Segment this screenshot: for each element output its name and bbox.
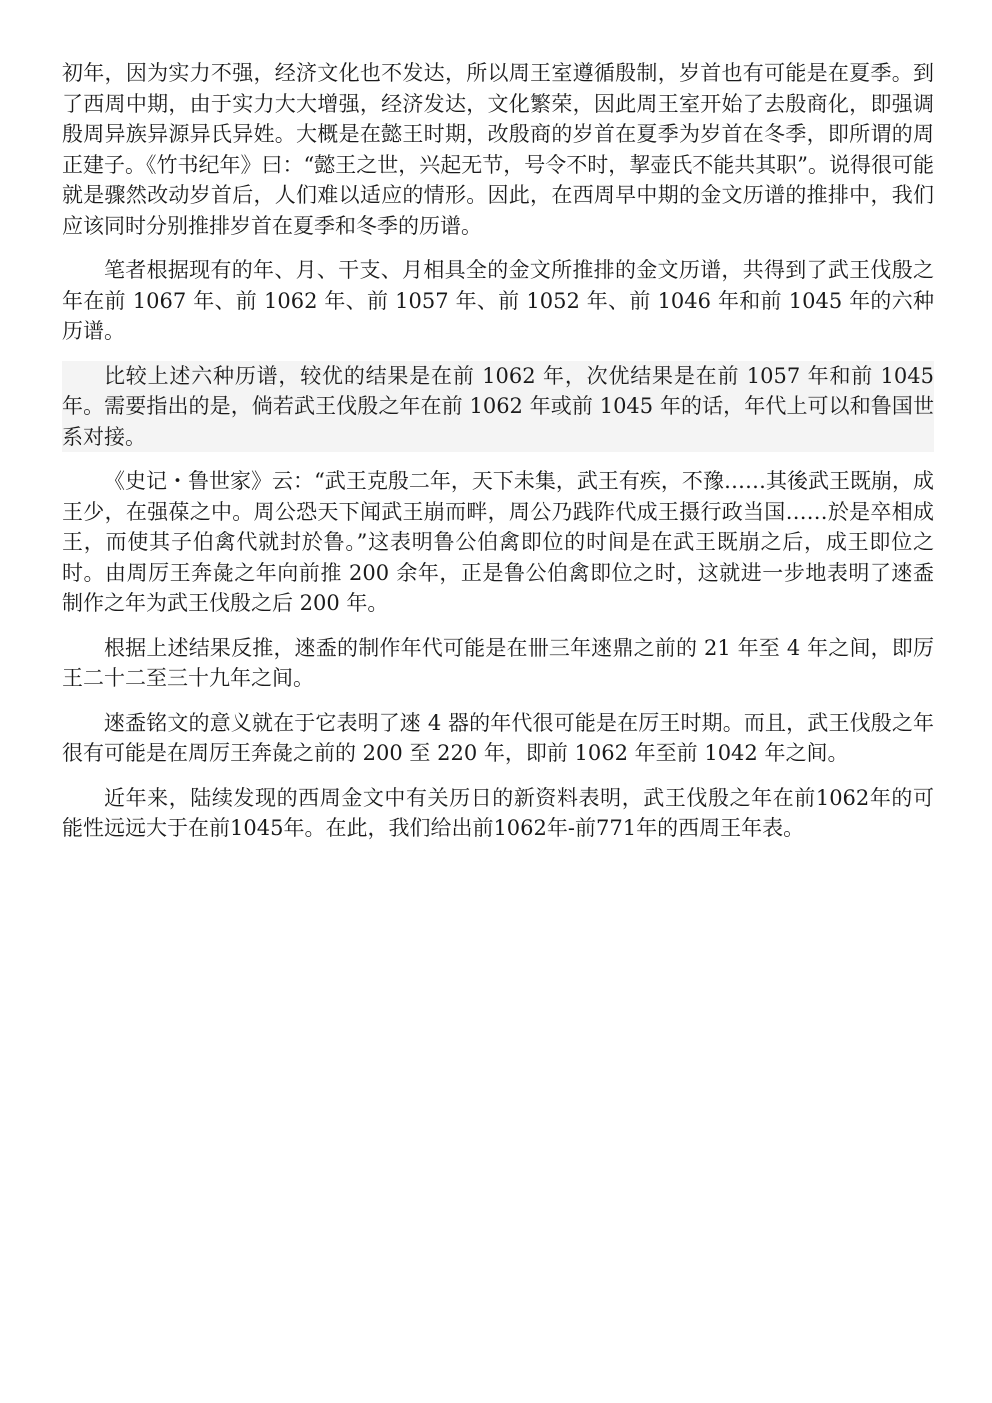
paragraph-5: 根据上述结果反推，逨盉的制作年代可能是在卌三年逨鼎之前的 21 年至 4 年之间，即厉王二十二至三十九年之间。 — [62, 635, 934, 690]
paragraph-2: 笔者根据现有的年、月、干支、月相具全的金文所推排的金文历谱，共得到了武王伐殷之年在前 1067 年、前 1062 年、前 1057 年、前 1052 年、前 1046 年和前 1045 年的六种历谱。 — [62, 258, 934, 343]
paragraph-3: 比较上述六种历谱，较优的结果是在前 1062 年，次优结果是在前 1057 年和前 1045 年。需要指出的是，倘若武王伐殷之年在前 1062 年或前 1045 年的话，年代上可以和鲁国世系对接。 — [62, 361, 934, 453]
document-body — [62, 58, 934, 858]
paragraph-4: 《史记・鲁世家》云：“武王克殷二年，天下未集，武王有疾，不豫……其後武王既崩，成王少，在强葆之中。周公恐天下闻武王崩而畔，周公乃践阼代成王摄行政当国……於是卒相成王，而使其子伯禽代就封於鲁。”这表明鲁公伯禽即位的时间是在武王既崩之后，成王即位之时。由周厉王奔彘之年向前推 200 余年，正是鲁公伯禽即位之时，这就进一步地表明了逨盉制作之年为武王伐殷之后 200 年。 — [62, 469, 934, 615]
paragraph-7: 近年来，陆续发现的西周金文中有关历日的新资料表明，武王伐殷之年在前1062年的可能性远远大于在前1045年。在此，我们给出前1062年-前771年的西周王年表。 — [62, 785, 934, 840]
paragraph-1: 初年，因为实力不强，经济文化也不发达，所以周王室遵循殷制，岁首也有可能是在夏季。到了西周中期，由于实力大大增强，经济发达，文化繁荣，因此周王室开始了去殷商化，即强调殷周异族异源异氏异姓。大概是在懿王时期，改殷商的岁首在夏季为岁首在冬季，即所谓的周正建子。《竹书纪年》曰：“懿王之世，兴起无节，号令不时，挈壶氏不能共其职”。说得很可能就是骤然改动岁首后，人们难以适应的情形。因此，在西周早中期的金文历谱的推排中，我们应该同时分别推排岁首在夏季和冬季的历谱。 — [62, 61, 934, 238]
paragraph-6: 逨盉铭文的意义就在于它表明了逨 4 器的年代很可能是在厉王时期。而且，武王伐殷之年很有可能是在周厉王奔彘之前的 200 至 220 年，即前 1062 年至前 1042 年之间。 — [62, 710, 934, 765]
